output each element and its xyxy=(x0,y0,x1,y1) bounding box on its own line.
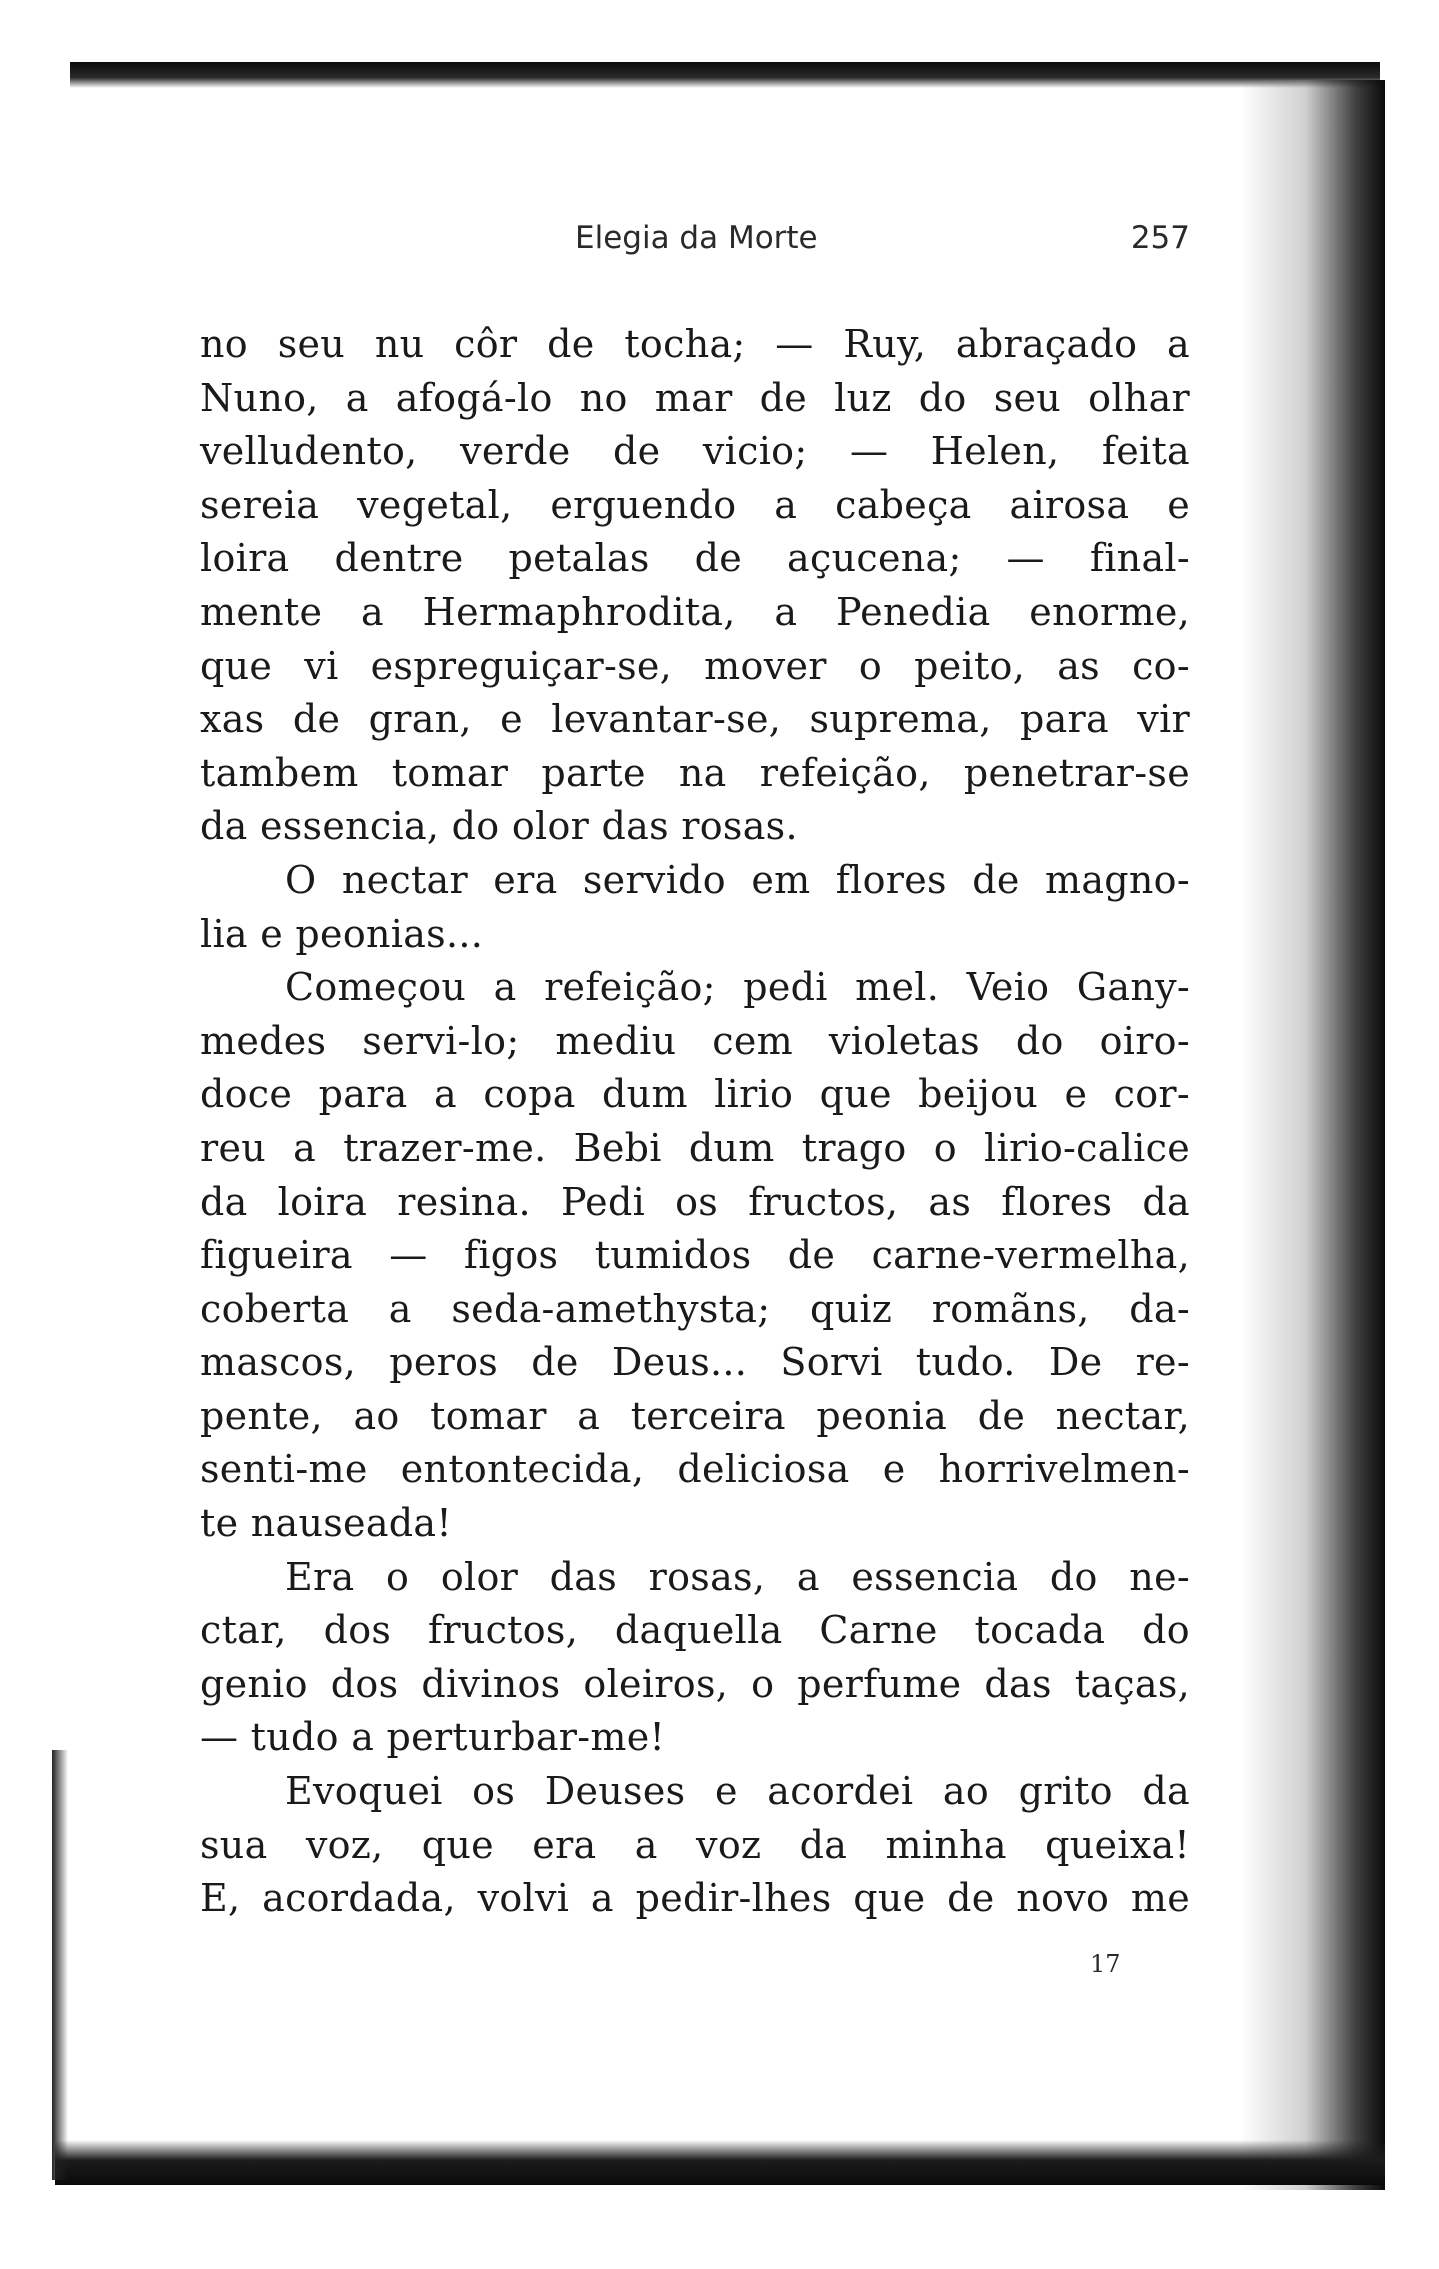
text-line: Nuno, a afogá-lo no mar de luz do seu olhar xyxy=(200,375,1190,420)
text-line: Evoquei os Deuses e acordei ao grito da xyxy=(285,1769,1190,1814)
text-line: O nectar era servido em flores de magno- xyxy=(285,857,1190,902)
text-line: doce para a copa dum lirio que beijou e cor- xyxy=(200,1072,1190,1117)
text-line: te nauseada! xyxy=(200,1501,452,1546)
text-line: velludento, verde de vicio; — Helen, feita xyxy=(200,429,1190,474)
text-line: xas de gran, e levantar-se, suprema, para vir xyxy=(200,697,1190,742)
text-line: figueira — figos tumidos de carne-vermelha, xyxy=(200,1233,1190,1278)
text-line: da loira resina. Pedi os fructos, as flores da xyxy=(200,1179,1190,1224)
text-line: ctar, dos fructos, daquella Carne tocada do xyxy=(200,1608,1190,1653)
text-line: Começou a refeição; pedi mel. Veio Gany- xyxy=(285,965,1190,1010)
text-line: E, acordada, volvi a pedir-lhes que de novo me xyxy=(200,1876,1190,1921)
text-line: no seu nu côr de tocha; — Ruy, abraçado a xyxy=(200,322,1190,366)
text-line: coberta a seda-amethysta; quiz romãns, da- xyxy=(200,1286,1190,1331)
body-text xyxy=(200,318,1190,1926)
text-line: pente, ao tomar a terceira peonia de nectar, xyxy=(200,1393,1190,1438)
text-line: — tudo a perturbar-me! xyxy=(200,1715,666,1760)
text-line: sereia vegetal, erguendo a cabeça airosa e xyxy=(200,482,1190,527)
book-page xyxy=(200,220,1190,1926)
text-line: medes servi-lo; mediu cem violetas do oiro- xyxy=(200,1018,1190,1063)
scan-shadow-top xyxy=(70,62,1380,88)
text-line: mente a Hermaphrodita, a Penedia enorme, xyxy=(200,589,1190,634)
text-line: senti-me entontecida, deliciosa e horrivelmen- xyxy=(200,1447,1190,1492)
running-title: Elegia da Morte xyxy=(575,220,818,256)
text-line: tambem tomar parte na refeição, penetrar-se xyxy=(200,750,1190,795)
scan-shadow-left xyxy=(52,1750,68,2180)
text-line: da essencia, do olor das rosas. xyxy=(200,804,798,849)
text-line: lia e peonias... xyxy=(200,911,484,956)
text-line: Era o olor das rosas, a essencia do ne- xyxy=(285,1554,1190,1599)
text-line: genio dos divinos oleiros, o perfume das taças, xyxy=(200,1661,1190,1706)
signature-mark: 17 xyxy=(1090,1950,1121,1978)
scan-shadow-right xyxy=(1240,80,1385,2190)
text-line: loira dentre petalas de açucena; — final- xyxy=(200,536,1190,581)
scan-shadow-bottom xyxy=(55,2140,1385,2185)
text-line: sua voz, que era a voz da minha queixa! xyxy=(200,1822,1190,1867)
text-line: que vi espreguiçar-se, mover o peito, as co- xyxy=(200,643,1190,688)
text-line: reu a trazer-me. Bebi dum trago o lirio-calice xyxy=(200,1125,1190,1170)
page-header xyxy=(200,220,1190,270)
text-line: mascos, peros de Deus... Sorvi tudo. De re- xyxy=(200,1340,1190,1385)
page-number: 257 xyxy=(1130,220,1190,256)
